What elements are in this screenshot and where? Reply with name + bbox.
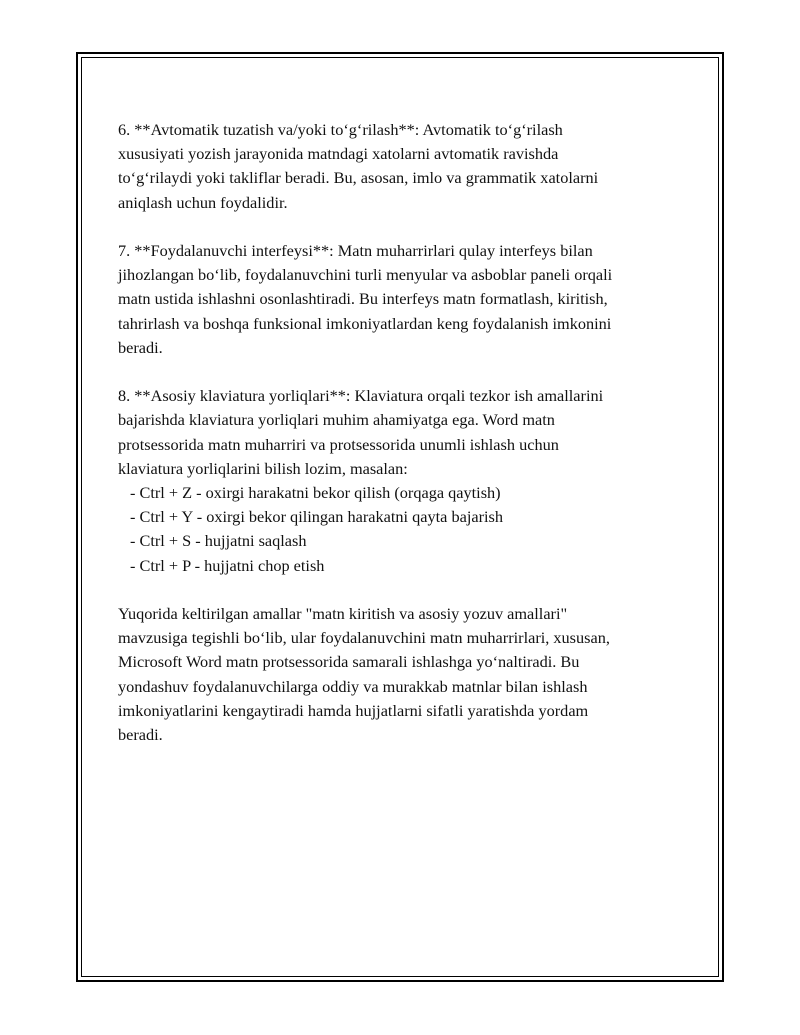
paragraph-autocorrect: 6. **Avtomatik tuzatish va/yoki to‘g‘rilash**: Avtomatik to‘g‘rilash xususiyati yozish jarayonida matndagi xatolarni avtomatik ravishda to‘g‘rilaydi yoki takliflar beradi. Bu, asosan, imlo va grammatik xatolarni aniqlash uchun foydalidir. (118, 120, 599, 212)
paragraph-user-interface: 7. **Foydalanuvchi interfeysi**: Matn muharrirlari qulay interfeys bilan jihozlangan bo‘lib, foydalanuvchini turli menyular va asboblar paneli orqali matn ustida ishlashni osonlashtiradi. Bu interfeys matn formatlash, kiritish, tahrirlash va boshqa funksional imkoniyatlardan keng foydalanish imkonini beradi. (118, 241, 613, 357)
paragraph-conclusion: Yuqorida keltirilgan amallar "matn kiritish va asosiy yozuv amallari" mavzusiga tegishli bo‘lib, ular foydalanuvchini matn muharrirlari, xususan, Microsoft Word matn protsessorida samarali ishlashga yo‘naltiradi. Bu yondashuv foydalanuvchilarga oddiy va murakkab matnlar bilan ishlash imkoniyatlarini kengaytiradi hamda hujjatlarni sifatli yaratishda yordam beradi. (118, 604, 610, 745)
shortcut-item-save: - Ctrl + S - hujjatni saqlash (130, 531, 307, 551)
shortcut-item-redo: - Ctrl + Y - oxirgi bekor qilingan harakatni qayta bajarish (130, 507, 503, 527)
shortcut-item-print: - Ctrl + P - hujjatni chop etish (130, 555, 325, 575)
shortcut-item-undo: - Ctrl + Z - oxirgi harakatni bekor qilish (orqaga qaytish) (130, 483, 501, 503)
shortcut-list (118, 481, 698, 578)
document-body (118, 118, 698, 771)
paragraph-keyboard-shortcuts: 8. **Asosiy klaviatura yorliqlari**: Klaviatura orqali tezkor ish amallarini bajarishda klaviatura yorliqlari muhim ahamiyatga ega. Word matn protsessorida matn muharriri va protsessorida unumli ishlash uchun klaviatura yorliqlarini bilish lozim, masalan: (118, 386, 604, 478)
